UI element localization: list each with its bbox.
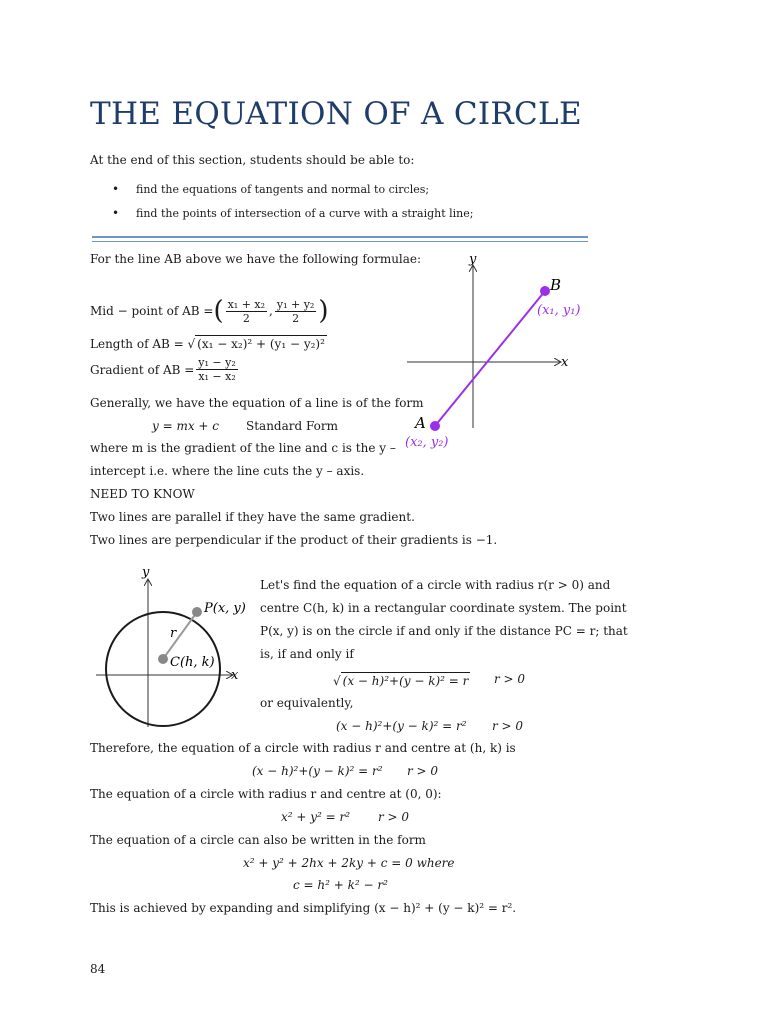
midpoint-frac-y: $\frac{\text{y₁ + y₂}}{2}$ [276,297,315,325]
equation-3: (x − h)²+(y − k)² = r² [252,764,383,778]
general-form-text: The equation of a circle can also be written in the form [90,833,426,847]
length-label: Length of AB = [90,337,184,351]
equation-4: x² + y² = r² [281,810,351,824]
gradient-frac: $\frac{\text{y₁ − y₂}}{\text{x₁ − x₂}}$ [198,356,236,383]
where-line-2: intercept i.e. where the line cuts the y – axis. [90,464,365,478]
divider-line-thin [92,241,588,242]
equation-1-condition: r > 0 [494,672,526,686]
where-line-1: where m is the gradient of the line and c is the y – [90,441,396,455]
radius-label: r [170,626,177,641]
equation-4-condition: r > 0 [378,810,410,824]
gradient-label: Gradient of AB = [90,362,195,377]
gradient-formula [90,356,240,383]
y-axis-label: y [469,252,477,267]
bullet-item-2: find the points of intersection of a curve with a straight line; [136,207,474,220]
circle-x-label: x [231,668,239,683]
bullet-dot-1: • [112,182,120,196]
paren-open: ( [213,296,224,326]
circle-y-label: y [142,565,150,580]
bullet-dot-2: • [112,206,120,220]
x-axis-label: x [561,355,569,370]
circle-para-line-3: P(x, y) is on the circle if and only if the distance PC = r; that [260,624,628,638]
equation-3-condition: r > 0 [407,764,439,778]
equation-1: √ (x − h)²+(y − k)² = r [333,674,469,688]
line-ab-graph [395,248,605,458]
midpoint-frac-x: $\frac{\text{x₁ + x₂}}{2}$ [227,297,266,325]
paren-close: ) [318,296,329,326]
point-p-dot [192,607,202,617]
divider-line [92,236,588,238]
circle-para-line-1: Let's find the equation of a circle with radius r(r > 0) and [260,578,611,592]
sqrt-sign: √ [333,674,341,688]
point-a-dot [430,421,440,431]
general-text: Generally, we have the equation of a line is of the form [90,396,424,410]
point-a-label: A [415,414,426,432]
perpendicular-rule: Two lines are perpendicular if the product of their gradients is −1. [90,533,498,547]
bullet-item-1: find the equations of tangents and normal to circles; [136,183,430,196]
point-b-label: B [550,276,562,294]
equation-2-condition: r > 0 [492,719,524,733]
length-formula [90,335,327,351]
midpoint-formula: Mid − point of AB = ( $\frac{\text{x₁ + x₂}}{2}$ , $\frac{\text{y₁ + y₂}}{2}$ ) [90,296,329,326]
equivalently-text: or equivalently, [260,696,354,710]
need-to-know: NEED TO KNOW [90,487,195,501]
page-number: 84 [90,962,106,976]
radius-line [163,612,197,659]
sqrt-sign: √ [187,337,196,351]
circle-graph [92,562,252,732]
equation-5: x² + y² + 2hx + 2ky + c = 0 where [243,856,455,870]
centre-dot [158,654,168,664]
parallel-rule: Two lines are parallel if they have the same gradient. [90,510,415,524]
page-title: THE EQUATION OF A CIRCLE [90,96,582,132]
length-expr: (x₁ − x₂)² + (y₁ − y₂)² [197,337,325,351]
line-lead: For the line AB above we have the following formulae: [90,252,422,266]
standard-equation: y = mx + c [152,419,220,433]
centre-label: C(h, k) [170,655,215,670]
point-b-coords: (x₁, y₁) [537,303,581,318]
equation-6: c = h² + k² − r² [293,878,388,892]
therefore-text: Therefore, the equation of a circle with radius r and centre at (h, k) is [90,741,516,755]
achieved-text: This is achieved by expanding and simplifying (x − h)² + (y − k)² = r². [90,901,517,915]
point-b-dot [540,286,550,296]
midpoint-label: Mid − point of AB = [90,304,214,318]
origin-text: The equation of a circle with radius r and centre at (0, 0): [90,787,442,801]
point-p-label: P(x, y) [204,601,246,616]
segment-ab [435,291,545,426]
circle-para-line-2: centre C(h, k) in a rectangular coordinate system. The point [260,601,627,615]
point-a-coords: (x₂, y₂) [405,435,449,450]
standard-form-label: Standard Form [246,419,339,433]
intro-text: At the end of this section, students should be able to: [90,153,415,167]
equation-2: (x − h)²+(y − k)² = r² [336,719,467,733]
circle-para-line-4: is, if and only if [260,647,354,661]
